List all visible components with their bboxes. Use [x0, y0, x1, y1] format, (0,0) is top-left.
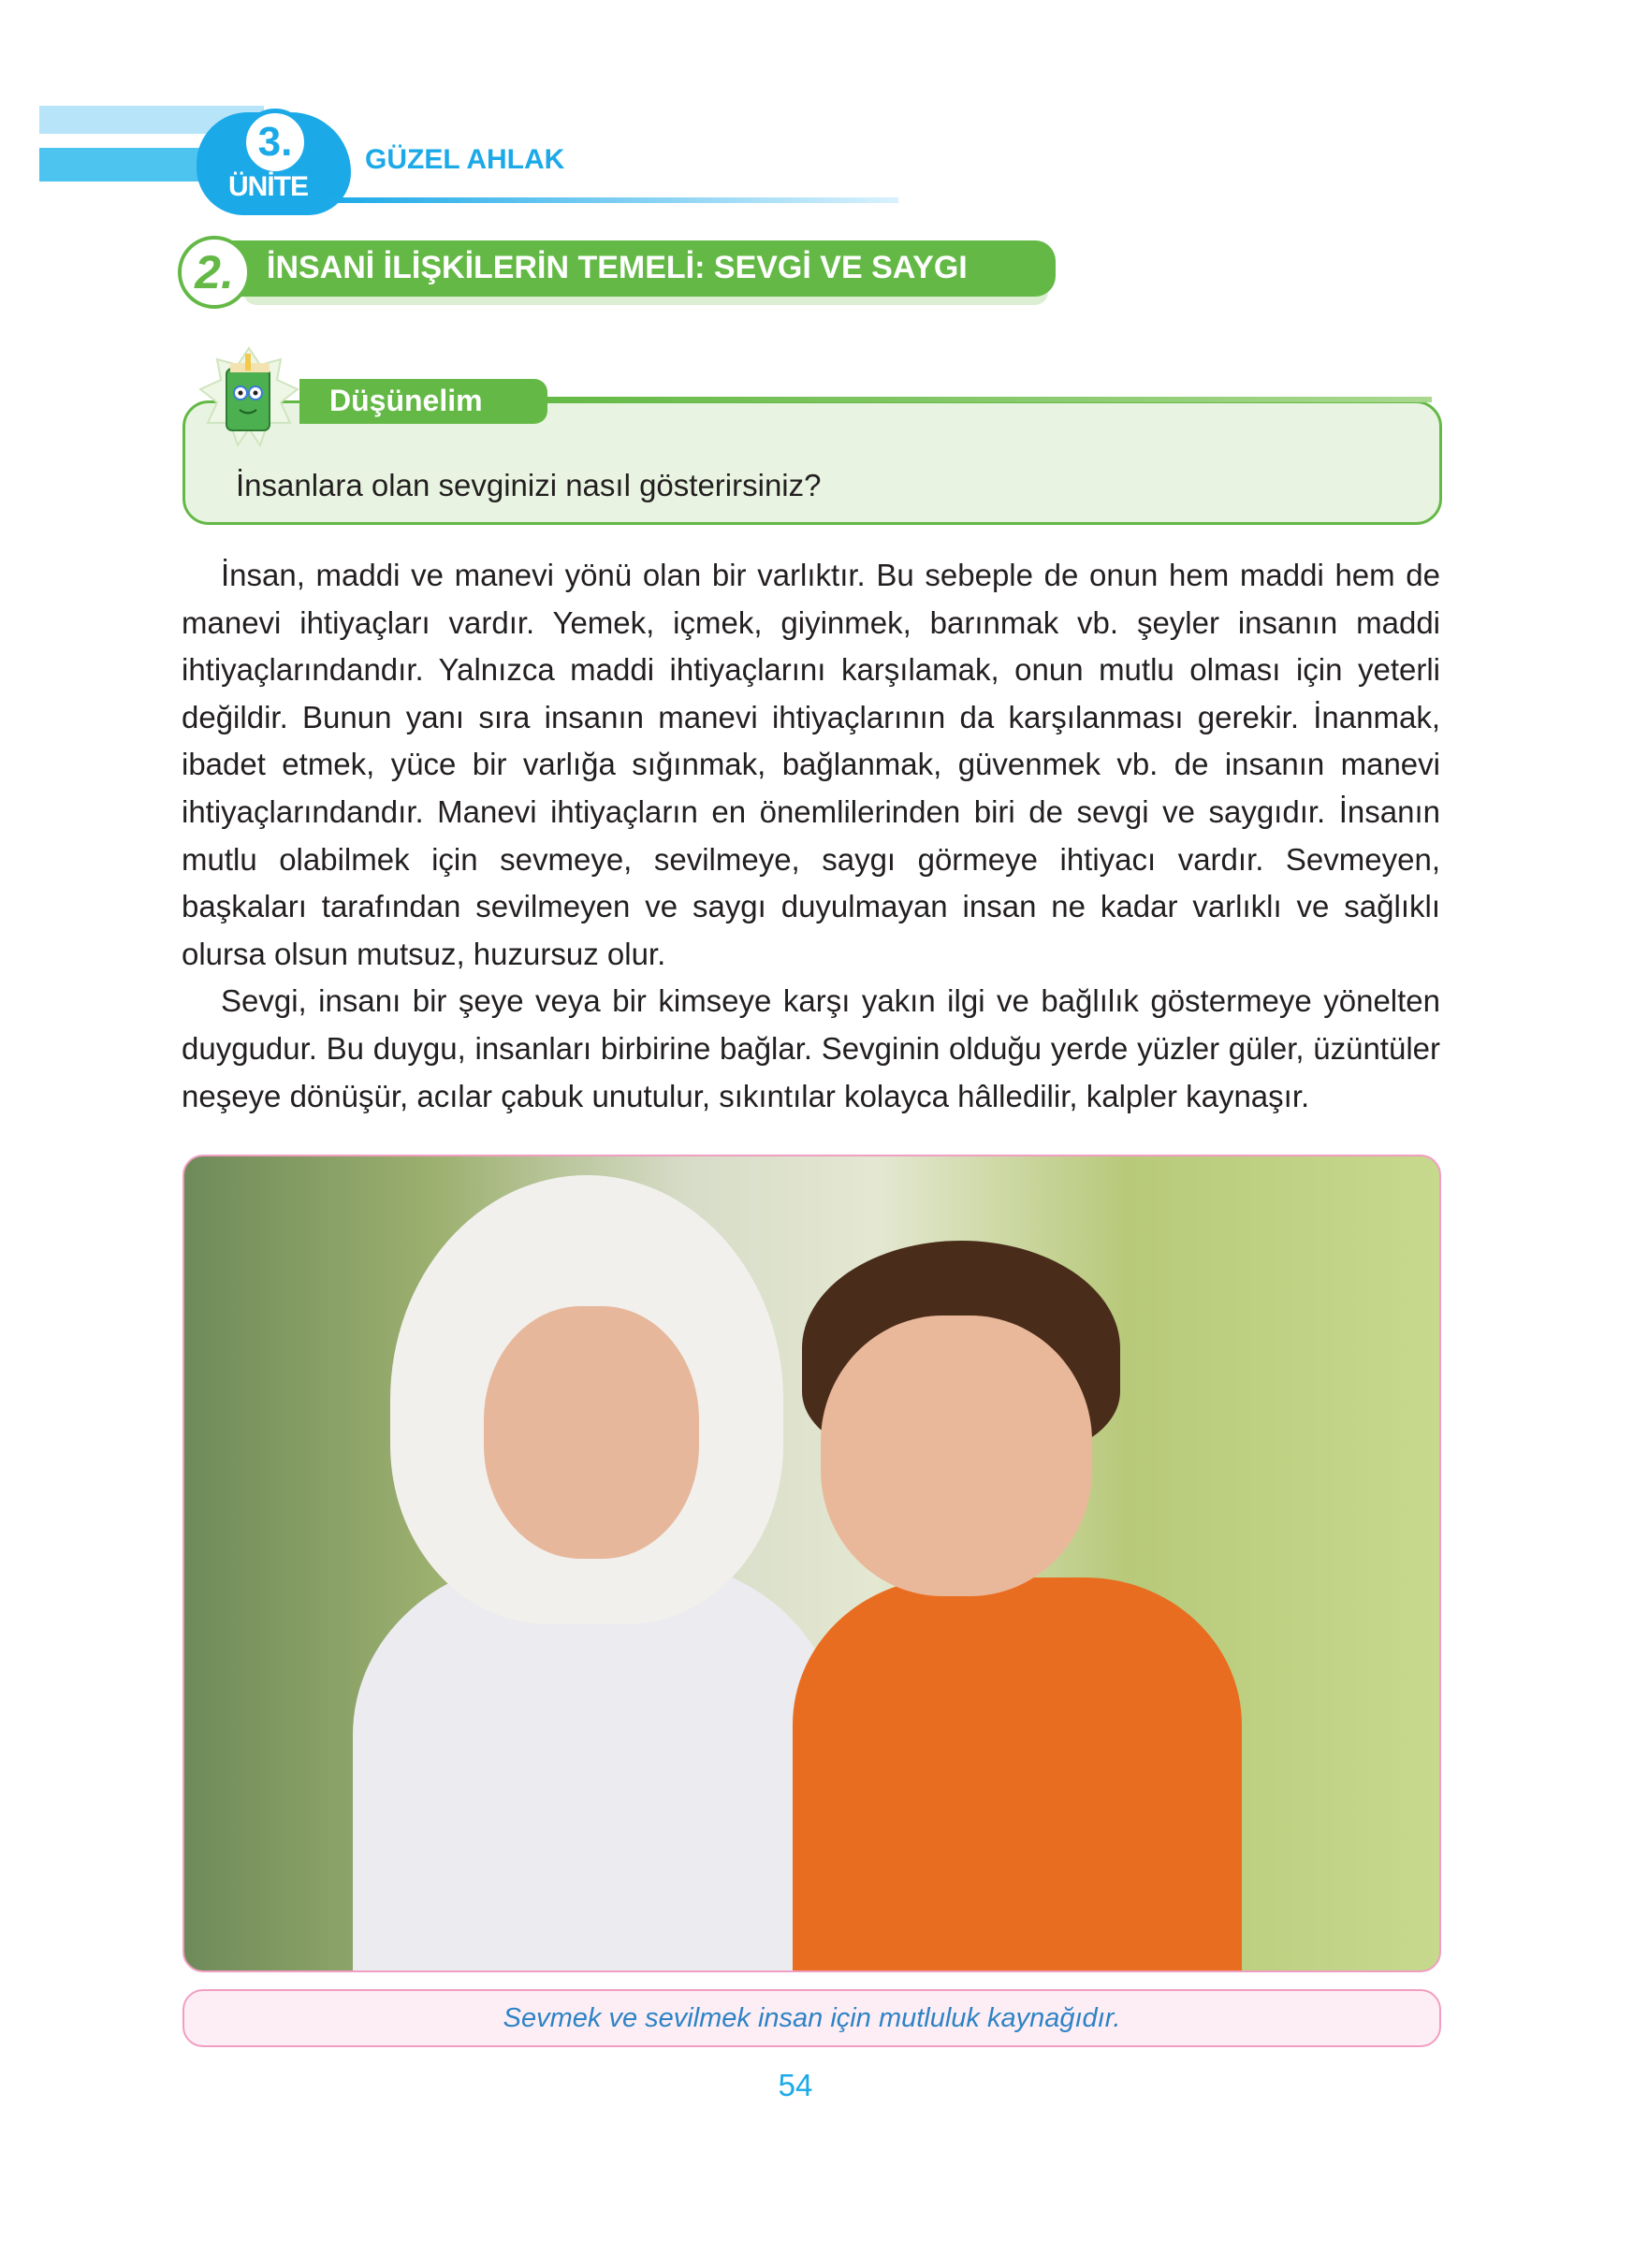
- think-question: İnsanlara olan sevginizi nasıl gösterirsiniz?: [236, 468, 822, 502]
- section-number: 2.: [178, 236, 251, 309]
- photo-woman-face: [484, 1306, 699, 1559]
- page-number: 54: [778, 2068, 813, 2102]
- section-title: İNSANİ İLİŞKİLERİN TEMELİ: SEVGİ VE SAYGI: [267, 250, 968, 285]
- photo-boy-face: [821, 1316, 1092, 1596]
- unit-label: ÜNİTE: [228, 171, 308, 202]
- think-label: Düşünelim: [329, 384, 483, 417]
- photo-caption: Sevmek ve sevilmek insan için mutluluk kaynağıdır.: [503, 2003, 1121, 2033]
- unit-number: 3.: [241, 109, 309, 176]
- unit-underline: [328, 197, 898, 203]
- paragraph: Sevgi, insanı bir şeye veya bir kimseye karşı yakın ilgi ve bağlılık göstermeye yönelten duygudur. Bu duygu, insanları birbirine bağlar. Sevginin olduğu yerde yüzler güler, üzüntüler neşeye dönüşür, acılar çabuk unutulur, sıkıntılar kolayca hâlledilir, kalpler kaynaşır.: [182, 983, 1440, 1113]
- think-line: [543, 397, 1432, 402]
- mother-child-photo: [182, 1155, 1441, 1972]
- body-text: [182, 552, 1440, 1120]
- paragraph: İnsan, maddi ve manevi yönü olan bir varlıktır. Bu sebeple de onun hem maddi hem de manevi ihtiyaçları vardır. Yemek, içmek, giyinmek, barınmak vb. şeyler insanın maddi ihtiyaçlarındandır. Yalnızca maddi ihtiyaçlarını karşılamak, onun mutlu olması için yeterli değildir. Bunun yanı sıra insanın manevi ihtiyaçlarının da karşılanması gerekir. İnanmak, ibadet etmek, yüce bir varlığa sığınmak, bağlanmak, güvenmek vb. de insanın manevi ihtiyaçlarındandır. Manevi ihtiyaçların en önemlilerinden biri de sevgi ve saygıdır. İnsanın mutlu olabilmek için sevmeye, sevilmeye, saygı görmeye ihtiyacı vardır. Sevmeyen, başkaları tarafından sevilmeyen ve saygı duyulmayan insan ne kadar varlıklı ve sağlıklı olursa olsun mutsuz, huzursuz olur.: [182, 558, 1440, 971]
- photo-boy-body: [793, 1577, 1242, 1972]
- unit-title: GÜZEL AHLAK: [365, 144, 565, 175]
- caption-box: [182, 1989, 1441, 2047]
- book-mascot-icon: [197, 346, 301, 451]
